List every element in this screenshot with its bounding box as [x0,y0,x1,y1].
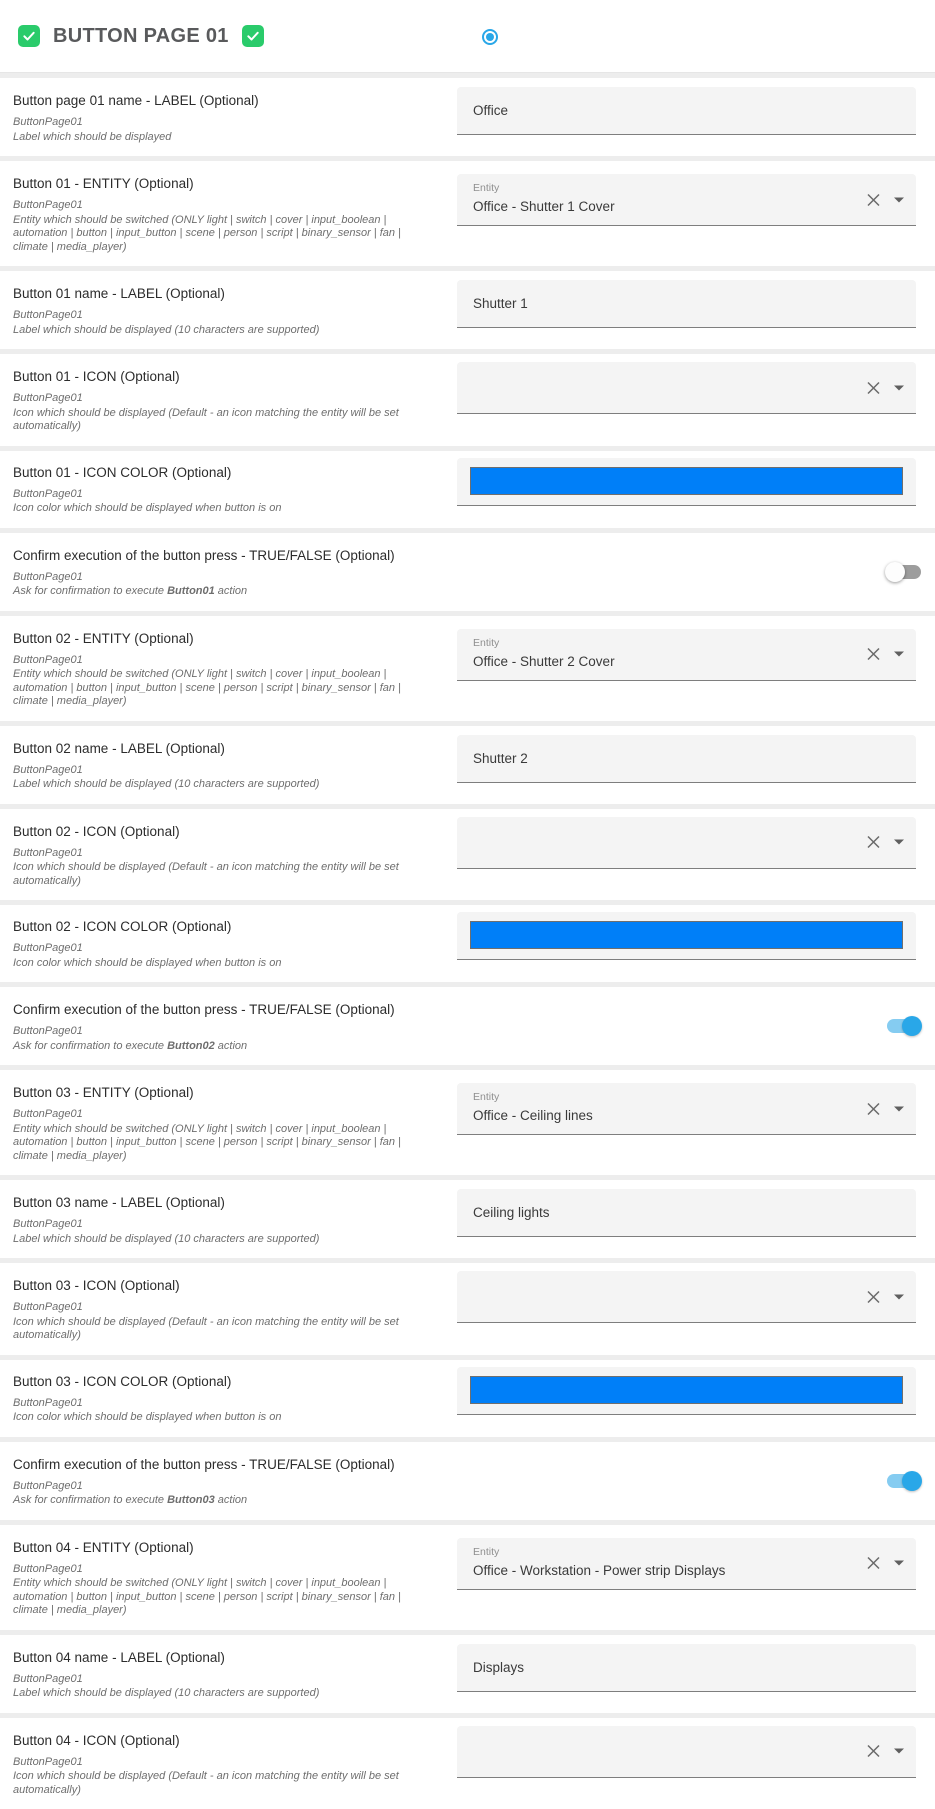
row-description: Entity which should be switched (ONLY light | switch | cover | input_boolean | automation | button | input_button | scene | person | script | binary_sensor | fan | climate | media_player) [13,1123,431,1164]
row-title: Button 02 - ENTITY (Optional) [13,630,431,647]
row-title: Button 03 - ENTITY (Optional) [13,1084,431,1101]
toggle-thumb [902,1016,922,1036]
row-title: Button 02 - ICON (Optional) [13,823,431,840]
row-button01-entity [0,161,935,266]
row-title: Button 04 - ENTITY (Optional) [13,1539,431,1556]
clear-icon[interactable] [866,835,881,850]
entity-picker[interactable] [457,1083,916,1135]
row-button01-icon [0,354,935,446]
row-subtitle: ButtonPage01 [13,1563,431,1577]
radio-button[interactable] [482,29,498,45]
row-description: Icon which should be displayed (Default - an icon matching the entity will be set automatically) [13,861,431,888]
row-subtitle: ButtonPage01 [13,654,431,668]
row-title: Button page 01 name - LABEL (Optional) [13,92,431,109]
label-input[interactable] [457,1189,916,1237]
label-input[interactable] [457,735,916,783]
field-label: Entity [473,182,852,194]
row-title: Button 03 - ICON (Optional) [13,1277,431,1294]
input-value: Office [473,103,508,118]
clear-icon[interactable] [866,1289,881,1304]
entity-picker[interactable] [457,629,916,681]
field-value: Office - Ceiling lines [473,1108,593,1123]
row-description: Label which should be displayed (10 characters are supported) [13,778,431,792]
confirm-toggle[interactable] [885,1471,922,1491]
color-input[interactable] [457,458,916,506]
row-subtitle: ButtonPage01 [13,1397,431,1411]
row-description: Icon which should be displayed (Default - an icon matching the entity will be set automatically) [13,407,431,434]
row-subtitle: ButtonPage01 [13,942,431,956]
toggle-thumb [885,562,905,582]
clear-icon[interactable] [866,1556,881,1571]
clear-icon[interactable] [866,192,881,207]
row-button02-label [0,726,935,804]
row-subtitle: ButtonPage01 [13,1301,431,1315]
row-description: Ask for confirmation to execute Button03 action [13,1494,431,1508]
row-subtitle: ButtonPage01 [13,847,431,861]
checkbox-icon [18,25,40,47]
header [0,0,935,73]
clear-icon[interactable] [866,647,881,662]
icon-picker[interactable] [457,1271,916,1323]
row-title: Button 01 name - LABEL (Optional) [13,285,431,302]
color-input[interactable] [457,912,916,960]
row-description: Entity which should be switched (ONLY light | switch | cover | input_boolean | automation | button | input_button | scene | person | script | binary_sensor | fan | climate | media_player) [13,214,431,255]
color-input[interactable] [457,1367,916,1415]
row-page-name [0,78,935,156]
row-subtitle: ButtonPage01 [13,199,431,213]
input-value: Displays [473,1660,524,1675]
field-label: Entity [473,1091,852,1103]
chevron-down-icon[interactable] [894,652,904,657]
chevron-down-icon[interactable] [894,1749,904,1754]
row-description: Label which should be displayed (10 characters are supported) [13,1687,431,1701]
confirm-toggle[interactable] [885,1016,922,1036]
clear-icon[interactable] [866,380,881,395]
chevron-down-icon[interactable] [894,197,904,202]
icon-picker[interactable] [457,362,916,414]
checkbox-icon [242,25,264,47]
page-title: BUTTON PAGE 01 [53,25,229,48]
row-button04-entity [0,1525,935,1630]
field-label: Entity [473,1546,852,1558]
chevron-down-icon[interactable] [894,385,904,390]
row-button03-confirm [0,1442,935,1520]
row-subtitle: ButtonPage01 [13,764,431,778]
entity-picker[interactable] [457,1538,916,1590]
row-button04-label [0,1635,935,1713]
row-subtitle: ButtonPage01 [13,1673,431,1687]
input-value: Shutter 2 [473,751,528,766]
row-description: Entity which should be switched (ONLY light | switch | cover | input_boolean | automation | button | input_button | scene | person | script | binary_sensor | fan | climate | media_player) [13,1577,431,1618]
row-button03-icon-color [0,1360,935,1437]
row-subtitle: ButtonPage01 [13,488,431,502]
row-title: Button 03 name - LABEL (Optional) [13,1194,431,1211]
row-title: Button 01 - ICON COLOR (Optional) [13,464,431,481]
clear-icon[interactable] [866,1744,881,1759]
icon-picker[interactable] [457,817,916,869]
row-title: Button 01 - ENTITY (Optional) [13,175,431,192]
label-input[interactable] [457,280,916,328]
color-swatch[interactable] [470,1376,903,1404]
row-subtitle: ButtonPage01 [13,571,431,585]
row-subtitle: ButtonPage01 [13,1025,431,1039]
row-button01-label [0,271,935,349]
row-title: Confirm execution of the button press - TRUE/FALSE (Optional) [13,547,431,564]
row-subtitle: ButtonPage01 [13,309,431,323]
row-title: Button 03 - ICON COLOR (Optional) [13,1373,431,1390]
row-button02-icon-color [0,905,935,982]
row-title: Confirm execution of the button press - TRUE/FALSE (Optional) [13,1456,431,1473]
row-description: Icon color which should be displayed when button is on [13,502,431,516]
confirm-toggle[interactable] [885,562,922,582]
row-title: Button 02 name - LABEL (Optional) [13,740,431,757]
entity-picker[interactable] [457,174,916,226]
row-description: Label which should be displayed (10 characters are supported) [13,1233,431,1247]
row-description: Icon color which should be displayed when button is on [13,1411,431,1425]
row-description: Label which should be displayed [13,131,431,145]
row-button03-label [0,1180,935,1258]
row-button01-icon-color [0,451,935,528]
row-description: Icon which should be displayed (Default - an icon matching the entity will be set automatically) [13,1316,431,1343]
row-button03-icon [0,1263,935,1355]
row-button01-confirm [0,533,935,611]
chevron-down-icon[interactable] [894,840,904,845]
field-value: Office - Workstation - Power strip Displays [473,1563,725,1578]
row-description: Icon which should be displayed (Default - an icon matching the entity will be set automatically) [13,1770,431,1797]
field-label: Entity [473,637,852,649]
radio-dot [486,33,494,41]
row-title: Button 04 - ICON (Optional) [13,1732,431,1749]
row-subtitle: ButtonPage01 [13,392,431,406]
row-button02-icon [0,809,935,901]
field-value: Office - Shutter 2 Cover [473,654,615,669]
row-description: Entity which should be switched (ONLY light | switch | cover | input_boolean | automation | button | input_button | scene | person | script | binary_sensor | fan | climate | media_player) [13,668,431,709]
row-description: Icon color which should be displayed when button is on [13,957,431,971]
row-subtitle: ButtonPage01 [13,116,431,130]
row-title: Button 01 - ICON (Optional) [13,368,431,385]
row-subtitle: ButtonPage01 [13,1756,431,1770]
row-button02-entity [0,616,935,721]
row-description: Ask for confirmation to execute Button01 action [13,585,431,599]
label-input[interactable] [457,1644,916,1692]
page-name-input[interactable] [457,87,916,135]
row-subtitle: ButtonPage01 [13,1218,431,1232]
input-value: Ceiling lights [473,1205,550,1220]
icon-picker[interactable] [457,1726,916,1778]
row-description: Label which should be displayed (10 characters are supported) [13,324,431,338]
field-value: Office - Shutter 1 Cover [473,199,615,214]
row-button04-icon [0,1718,935,1809]
chevron-down-icon[interactable] [894,1561,904,1566]
row-subtitle: ButtonPage01 [13,1108,431,1122]
row-button02-confirm [0,987,935,1065]
color-swatch[interactable] [470,467,903,495]
row-subtitle: ButtonPage01 [13,1480,431,1494]
input-value: Shutter 1 [473,296,528,311]
row-button03-entity [0,1070,935,1175]
row-title: Button 02 - ICON COLOR (Optional) [13,918,431,935]
toggle-thumb [902,1471,922,1491]
row-description: Ask for confirmation to execute Button02 action [13,1040,431,1054]
chevron-down-icon[interactable] [894,1106,904,1111]
color-swatch[interactable] [470,921,903,949]
row-title: Button 04 name - LABEL (Optional) [13,1649,431,1666]
chevron-down-icon[interactable] [894,1294,904,1299]
row-title: Confirm execution of the button press - TRUE/FALSE (Optional) [13,1001,431,1018]
clear-icon[interactable] [866,1101,881,1116]
